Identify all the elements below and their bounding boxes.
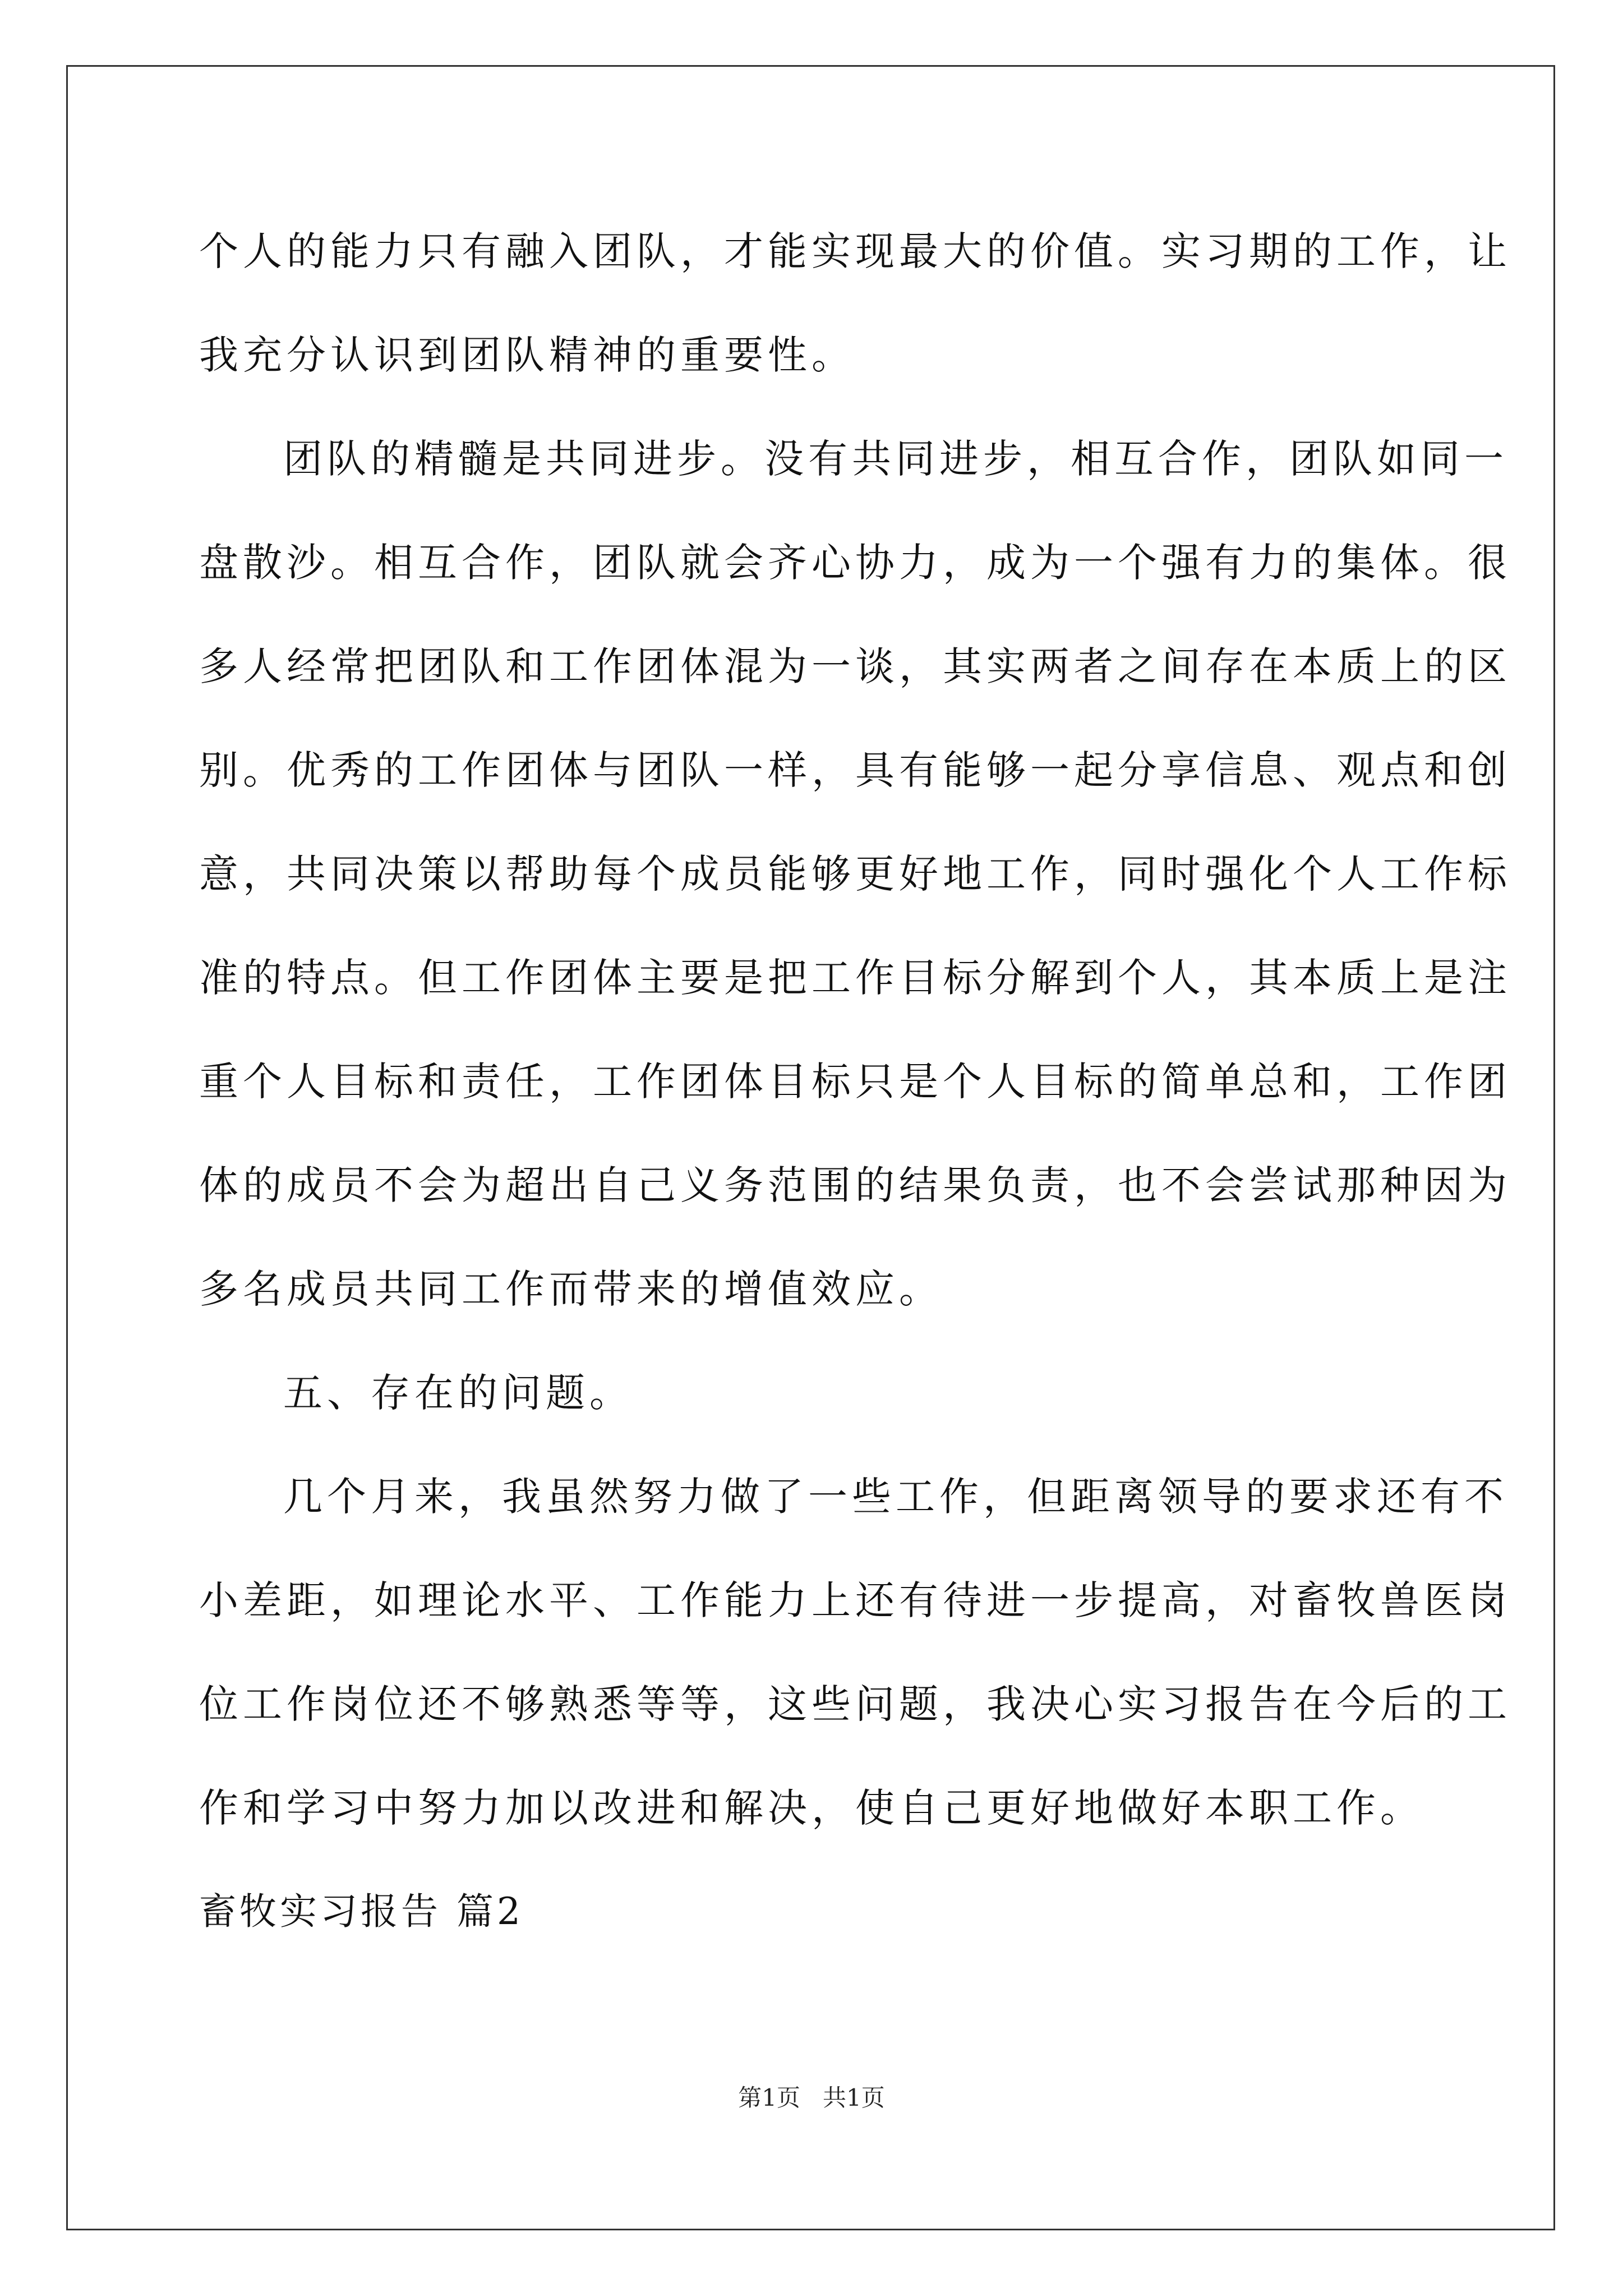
body-line: 体的成员不会为超出自己义务范围的结果负责，也不会尝试那种因为 xyxy=(199,1162,1511,1208)
body-line: 意，共同决策以帮助每个成员能够更好地工作，同时强化个人工作标 xyxy=(199,851,1511,897)
body-line: 团队的精髓是共同进步。没有共同进步，相互合作，团队如同一 xyxy=(283,436,1508,482)
body-line: 我充分认识到团队精神的重要性。 xyxy=(199,332,855,378)
body-line: 个人的能力只有融入团队，才能实现最大的价值。实习期的工作，让 xyxy=(199,228,1511,274)
section-title: 畜牧实习报告 篇2 xyxy=(199,1890,524,1933)
body-line: 作和学习中努力加以改进和解决，使自己更好地做好本职工作。 xyxy=(199,1785,1424,1831)
body-line: 准的特点。但工作团体主要是把工作目标分解到个人，其本质上是注 xyxy=(199,955,1511,1001)
body-line: 几个月来，我虽然努力做了一些工作，但距离领导的要求还有不 xyxy=(283,1474,1508,1520)
page-footer: 第1页 共1页 xyxy=(738,2084,885,2111)
body-line: 别。优秀的工作团体与团队一样，具有能够一起分享信息、观点和创 xyxy=(199,747,1511,793)
body-line: 重个人目标和责任，工作团体目标只是个人目标的简单总和，工作团 xyxy=(199,1059,1511,1105)
section-heading-problems: 五、存在的问题。 xyxy=(283,1370,633,1416)
body-line: 多名成员共同工作而带来的增值效应。 xyxy=(199,1266,943,1312)
body-line: 多人经常把团队和工作团体混为一谈，其实两者之间存在本质上的区 xyxy=(199,643,1511,689)
body-line: 位工作岗位还不够熟悉等等，这些问题，我决心实习报告在今后的工 xyxy=(199,1681,1511,1727)
body-line: 盘散沙。相互合作，团队就会齐心协力，成为一个强有力的集体。很 xyxy=(199,540,1511,586)
body-line: 小差距，如理论水平、工作能力上还有待进一步提高，对畜牧兽医岗 xyxy=(199,1577,1511,1623)
